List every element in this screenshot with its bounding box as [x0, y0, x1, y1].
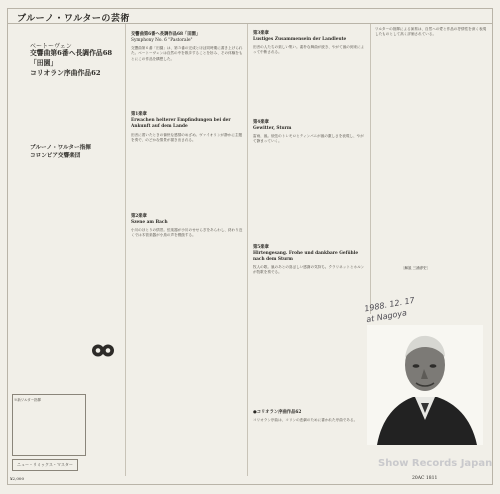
conductor-line: ブルーノ・ワルター指揮 — [30, 145, 91, 151]
col3-heading-7: ●コリオラン序曲作品62 — [253, 410, 302, 415]
orchestra-line: コロンビア交響楽団 — [30, 152, 81, 159]
col3-heading-3: 第4楽章 — [253, 120, 269, 125]
column-rule-2 — [247, 24, 248, 476]
col2-heading-2: Erwachen heiterer Empfindungen bei der Ankunft auf dem Lande — [131, 118, 231, 129]
artist-credit — [30, 145, 91, 160]
col2-text-3: 小川のほとりの情景。弦楽器が小川のせせらぎをあらわし、終わり近くでは木管楽器が小鳥の声を模倣する。 — [131, 228, 243, 238]
column-rule-3 — [370, 24, 371, 314]
price-label: ¥2,000 — [10, 476, 24, 481]
col3-heading-5: 第5楽章 — [253, 245, 269, 250]
col2-text-2: 田舎に着いたときの愉快な感情のめざめ。ヴァイオリンが静かに主題を奏で、のどかな情景が描き出される。 — [131, 133, 243, 143]
col2-title: 交響曲第6番ヘ長調作品68「田園」 — [131, 32, 201, 37]
col3-text-2: 雷雨、嵐。低弦のトレモロとティンパニが嵐の激しさを表現し、やがて静まっていく。 — [253, 134, 364, 144]
col3-heading-4: Gewitter, Sturm — [253, 126, 292, 131]
page-title: ブルーノ・ワルターの芸術 — [17, 14, 130, 24]
catalog-number: 20AC 1811 — [412, 476, 438, 481]
col2-subtitle: Symphony No. 6 "Pastorale" — [131, 38, 193, 43]
col4-text-1: ワルターの指揮による演奏は、自然への愛と作品の抒情性を深く表現したものとして高く評価されている。 — [375, 27, 487, 37]
commentary-credit: 〔解説 三浦淳史〕 — [401, 266, 431, 270]
conductor-portrait — [367, 325, 483, 445]
col3-text-3: 牧人の歌。嵐のあとの喜ばしい感謝の気持ち。クラリネットとホルンが牧歌を奏でる。 — [253, 265, 365, 275]
col3-text-4: コリオラン序曲は、コリンの悲劇のために書かれた序曲である。 — [253, 418, 358, 422]
col2-heading-3: 第2楽章 — [131, 214, 147, 219]
remix-master-label: ニュー・リミックス・マスター — [12, 459, 78, 471]
col3-text-1: 田舎の人たちの楽しい集い。素朴な舞曲が続き、やがて嵐の到来によって中断される。 — [253, 45, 365, 55]
col2-text-1: 交響曲第６番「田園」は、第５番の完成とほぼ同時期に書き上げられた。ベートーヴェンは自然の中を散歩することを好み、その体験をもとにこの作品を構想した。 — [131, 46, 243, 61]
portrait-photo — [367, 325, 483, 445]
watermark-text: Show Records Japan — [378, 458, 493, 469]
note-box — [12, 394, 86, 456]
box-note: ※新ワルター指揮 — [14, 398, 41, 402]
col2-heading-1: 第1楽章 — [131, 112, 147, 117]
col3-heading-6: Hirtengesang. Frohe und dankbare Gefühle nach dem Sturm — [253, 251, 359, 262]
col2-heading-4: Szene am Bach — [131, 220, 168, 225]
col3-heading-2: Lustiges Zusammensein der Landleute — [253, 37, 347, 42]
record-label-logo-icon — [91, 343, 115, 358]
work-title-2: 「田園」 — [30, 59, 58, 67]
work-title-3: コリオラン序曲作品62 — [30, 69, 101, 77]
work-title-1: 交響曲第6番ヘ長調作品68 — [30, 49, 113, 57]
column-rule-1 — [125, 24, 126, 476]
work-titles — [30, 48, 112, 78]
composer-name: ベートーヴェン — [30, 43, 72, 50]
col3-heading-1: 第3楽章 — [253, 31, 269, 36]
handwritten-date: 1988. 12. 17 at Nagoya — [363, 295, 416, 325]
